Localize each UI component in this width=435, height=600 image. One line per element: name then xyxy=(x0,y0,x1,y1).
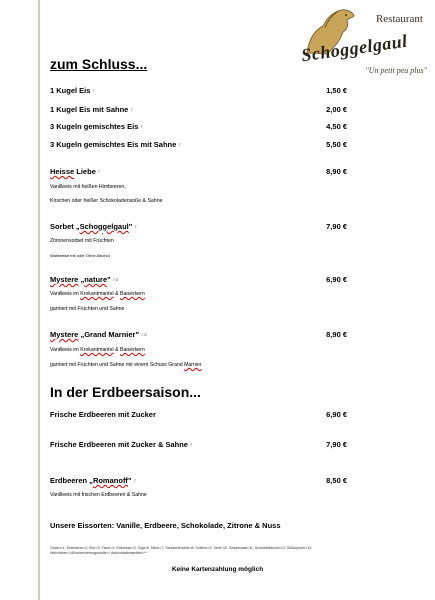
menu-item-sorbet: Sorbet „Schoggelgaul" 7 xyxy=(50,222,137,231)
menu-item-mystere-nature: Mystere „nature" 7,8 xyxy=(50,275,119,284)
page-border xyxy=(38,0,40,600)
no-card-payment-note: Keine Kartenzahlung möglich xyxy=(171,566,264,573)
menu-item-price: 8,50 € xyxy=(326,476,347,485)
menu-item-price: 6,90 € xyxy=(326,410,347,419)
restaurant-logo xyxy=(293,8,431,80)
menu-item-romanoff: Erdbeeren „Romanoff" 7 xyxy=(50,476,136,485)
menu-item-name: Frische Erdbeeren mit Zucker & Sahne 7 xyxy=(50,440,193,449)
menu-item-price: 4,50 € xyxy=(326,122,347,131)
menu-item-description: garniert mit Früchten und Sahne mit einem Schuss Grand Marnier xyxy=(50,362,202,368)
menu-item-name: 1 Kugel Eis 7 xyxy=(50,86,95,95)
menu-item-name: 3 Kugeln gemischtes Eis mit Sahne 7 xyxy=(50,140,181,149)
menu-item-price: 5,50 € xyxy=(326,140,347,149)
ice-flavors-line: Unsere Eissorten: Vanille, Erdbeere, Schokolade, Zitrone & Nuss xyxy=(50,521,281,530)
menu-item-name: 3 Kugeln gemischtes Eis 7 xyxy=(50,122,143,131)
menu-item-price: 8,90 € xyxy=(326,330,347,339)
allergen-legend: Gluten=1, Krebstiere=2, Eier=3, Fisch=4, Erdnüsse=5, Soja=6, Milch=7, Schalenfrüchte=8, Sellerie=9, Senf=10, Sesamsaat=11, Schwefeldioxid=12, Süßlupinen=13, Weichtiere=14Konservierungsstoffe=* Antioxidationsmittel=** xyxy=(50,546,313,555)
menu-item-price: 8,90 € xyxy=(326,167,347,176)
menu-item-description: Vanilleeis im Krokantmantel & Baiserkern xyxy=(50,347,145,353)
section-title-schluss: zum Schluss... xyxy=(50,56,148,72)
menu-item-description: Vanilleeis mit heißen Himbeeren, xyxy=(50,184,126,190)
menu-item-note: Wahlweise mit oder Ohne Alkohol xyxy=(50,253,110,258)
section-title-erdbeersaison: In der Erdbeersaison... xyxy=(50,384,201,400)
menu-item-description: Kirschen oder heißer Schokoladensoße & Sahne xyxy=(50,198,163,204)
logo-tagline: "Un petit peu plus" xyxy=(365,66,427,75)
menu-item-price: 6,90 € xyxy=(326,275,347,284)
menu-item-description: Vanilleeis mit frischen Erdbeeren & Sahne xyxy=(50,492,147,498)
logo-name: Schoggelgaul xyxy=(300,30,409,66)
menu-item-name: 1 Kugel Eis mit Sahne 7 xyxy=(50,105,133,114)
menu-item-price: 7,90 € xyxy=(326,440,347,449)
menu-item-heisse-liebe: Heisse Liebe 7 xyxy=(50,167,101,176)
logo-restaurant-text: Restaurant xyxy=(375,13,423,25)
menu-item-mystere-grand-marnier: Mystere „Grand Marnier" 7,8 xyxy=(50,330,147,339)
menu-item-name: Frische Erdbeeren mit Zucker xyxy=(50,410,156,419)
menu-item-price: 1,50 € xyxy=(326,86,347,95)
menu-item-price: 2,00 € xyxy=(326,105,347,114)
menu-item-description: Zitronensorbet mit Früchten xyxy=(50,238,114,244)
menu-item-price: 7,90 € xyxy=(326,222,347,231)
menu-item-description: garniert mit Früchten und Sahne xyxy=(50,306,125,312)
menu-item-description: Vanilleeis im Krokantmantel & Baiserkern xyxy=(50,291,145,297)
